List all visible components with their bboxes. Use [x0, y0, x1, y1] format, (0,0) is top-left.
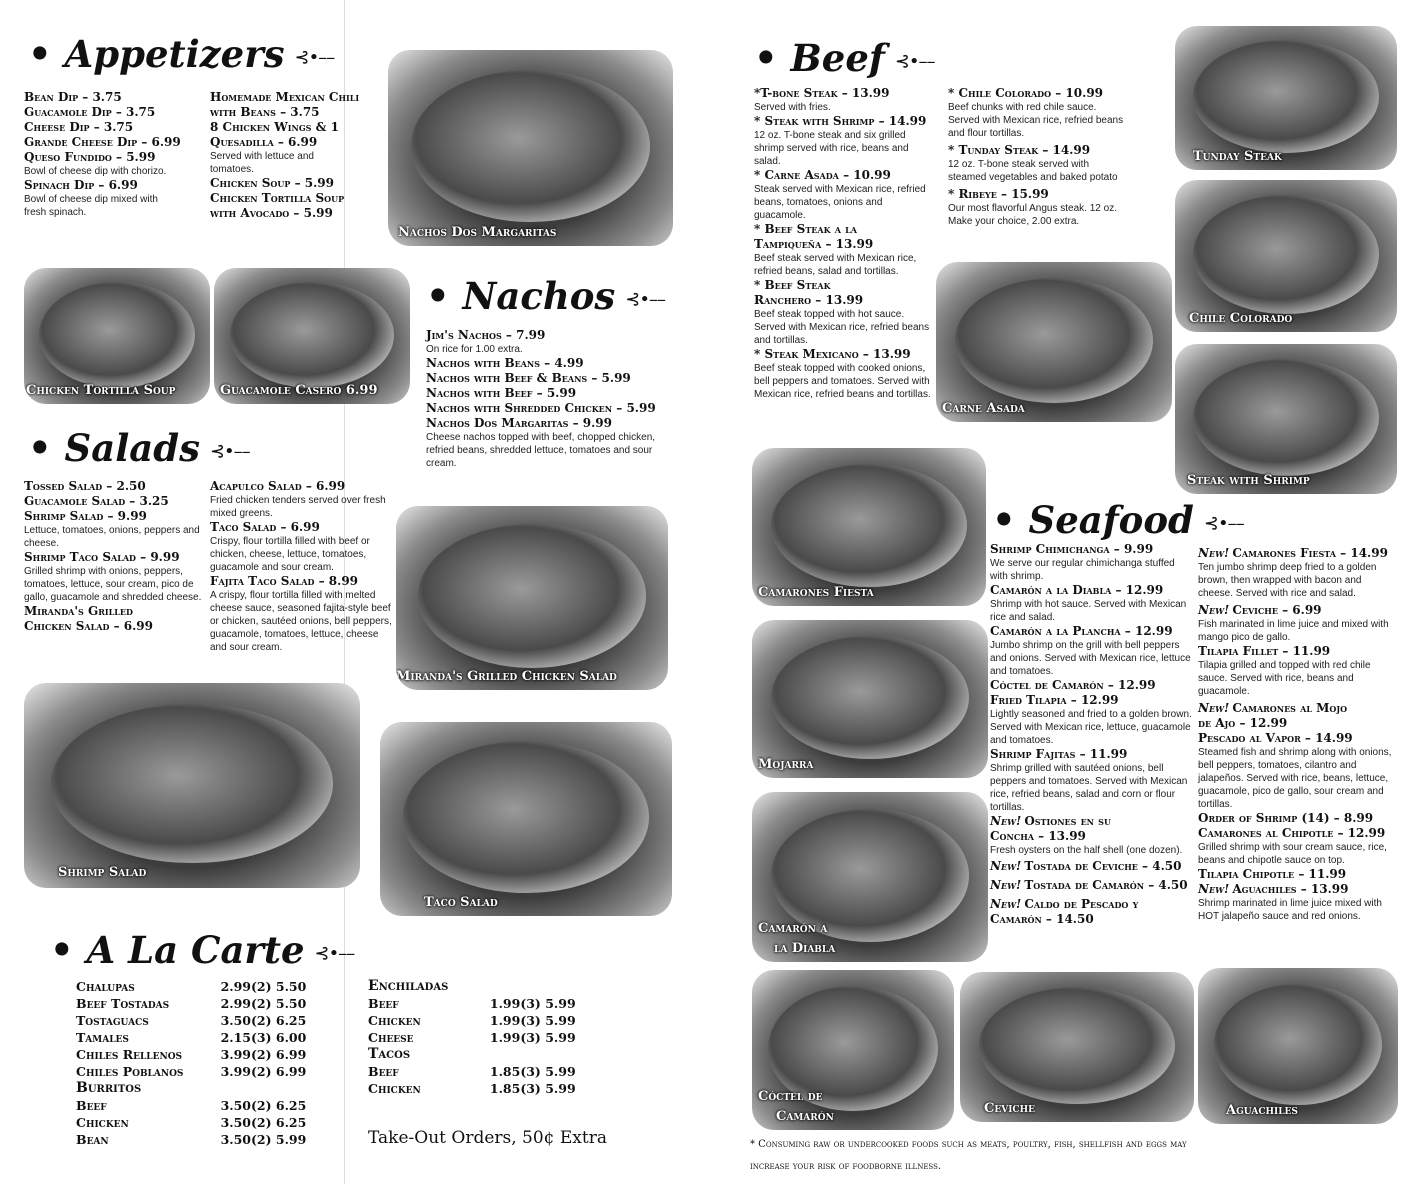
menu-item: Spinach Dip – 6.99	[24, 178, 138, 192]
photo-caption: la Diabla	[774, 941, 836, 956]
menu-item: Shrimp Fajitas – 11.99	[990, 747, 1128, 761]
salads-col1	[24, 479, 206, 634]
menu-item-name: Tostada de Camarón – 4.50	[1024, 878, 1188, 892]
salads-title	[28, 426, 250, 470]
table-row	[368, 1080, 620, 1097]
menu-item-desc: We serve our regular chimichanga stuffed with shrimp.	[990, 558, 1175, 582]
menu-item: Queso Fundido – 5.99	[24, 150, 156, 164]
carte-price: 2.99(2) 5.50	[220, 996, 307, 1011]
menu-item: * Beef Steak a la Tampiqueña – 13.99	[754, 222, 874, 251]
menu-item-name: Ceviche – 6.99	[1232, 603, 1322, 617]
photo-caption: Carne Asada	[942, 401, 1025, 416]
menu-item	[990, 897, 1150, 927]
carte-name: Chicken	[368, 1013, 421, 1028]
carte-price: 3.99(2) 6.99	[220, 1047, 307, 1062]
appetizers-title	[28, 32, 334, 76]
menu-item-desc: Fried chicken tenders served over fresh mixed greens.	[210, 495, 386, 519]
menu-item-desc: Cheese nachos topped with beef, chopped chicken, refried beans, shredded lettuce, tomatoes and sour cream.	[426, 432, 656, 469]
new-badge: New!	[1198, 603, 1230, 617]
menu-item-desc: Fresh oysters on the half shell (one dozen).	[990, 845, 1183, 856]
menu-item: Homemade Mexican Chili with Beans – 3.75	[210, 90, 360, 119]
menu-item: Taco Salad – 6.99	[210, 520, 320, 534]
menu-item: Fajita Taco Salad – 8.99	[210, 574, 359, 588]
menu-item: Shrimp Taco Salad – 9.99	[24, 550, 180, 564]
menu-item: Chicken Tortilla Soup with Avocado – 5.99	[210, 191, 345, 220]
menu-item: Order of Shrimp (14) – 8.99	[1198, 811, 1374, 825]
table-row	[76, 1097, 336, 1114]
appetizers-col1	[24, 90, 209, 219]
menu-item: Cheese Dip – 3.75	[24, 120, 134, 134]
photo-mojarra	[752, 620, 988, 778]
appetizers-title-text: • Appetizers	[28, 32, 285, 76]
menu-item: Nachos with Beans – 4.99	[426, 356, 584, 370]
table-row	[368, 978, 620, 995]
beef-col2	[948, 86, 1128, 228]
nachos-title	[426, 274, 665, 318]
menu-item-desc: On rice for 1.00 extra.	[426, 344, 523, 355]
menu-item	[1198, 882, 1398, 897]
menu-item: Chicken Soup – 5.99	[210, 176, 334, 190]
photo-caption: Shrimp Salad	[58, 865, 147, 880]
seafood-title-text: • Seafood	[992, 498, 1194, 542]
table-row	[368, 1063, 620, 1080]
photo-caption: Camarón a	[758, 921, 828, 936]
menu-item-desc: Beef chunks with red chile sauce. Served with Mexican rice, refried beans and flour tortillas.	[948, 102, 1124, 139]
carte-name: Beef	[368, 996, 399, 1011]
food-safety-footnote: * Consuming raw or undercooked foods such as meats, poultry, fish, shellfish and eggs may increase your risk of foodborne illness.	[750, 1139, 1187, 1172]
photo-caption: Guacamole Casero 6.99	[220, 383, 378, 398]
menu-item-desc: Beef steak topped with hot sauce. Served with Mexican rice, refried beans and tortillas.	[754, 309, 930, 346]
carte-group: Burritos	[76, 1080, 142, 1096]
menu-item: Pescado al Vapor – 14.99	[1198, 731, 1353, 745]
menu-item-desc: Grilled shrimp with sour cream sauce, rice, beans and chipotle sauce on top.	[1198, 842, 1387, 866]
menu-item-desc: Jumbo shrimp on the grill with bell peppers and onions. Served with Mexican rice, lettuce and tomatoes.	[990, 640, 1191, 677]
photo-caption: Chicken Tortilla Soup	[26, 383, 176, 398]
photo-caption: Taco Salad	[424, 895, 498, 910]
carte-name: Tamales	[76, 1030, 129, 1045]
table-row	[368, 995, 620, 1012]
photo-caption: Aguachiles	[1226, 1103, 1298, 1118]
menu-item	[990, 859, 1192, 874]
new-badge: New!	[1198, 546, 1230, 560]
seafood-col2	[1198, 546, 1398, 923]
menu-item: Tossed Salad – 2.50	[24, 479, 146, 493]
menu-item: Fried Tilapia – 12.99	[990, 693, 1119, 707]
carte-price	[490, 978, 620, 995]
photo-tunday-steak	[1175, 26, 1397, 170]
menu-item-desc: Beef steak topped with cooked onions, bell peppers and tomatoes. Served with Mexican rice, refried beans and tortillas.	[754, 363, 931, 400]
seafood-title	[992, 498, 1244, 542]
ornament-icon: ⊰•––	[294, 47, 335, 68]
photo-guacamole-casero	[214, 268, 410, 404]
photo-mirandas-salad	[396, 506, 668, 690]
carte-price	[221, 1080, 336, 1097]
carte-name: Chicken	[76, 1115, 129, 1130]
photo-caption: Tunday Steak	[1193, 149, 1282, 164]
photo-caption: Chile Colorado	[1189, 311, 1293, 326]
menu-item	[990, 878, 1192, 893]
carte-price: 2.99(2) 5.50	[220, 979, 307, 994]
menu-item: Nachos with Beef – 5.99	[426, 386, 577, 400]
carte-price: 3.50(2) 6.25	[220, 1098, 307, 1113]
photo-caption: Mojarra	[758, 757, 814, 772]
menu-item-desc: Bowl of cheese dip with chorizo.	[24, 166, 167, 177]
carte-price: 1.99(3) 5.99	[489, 1013, 576, 1028]
a-la-carte-right	[368, 978, 620, 1097]
ornament-icon: ⊰•––	[209, 441, 250, 462]
menu-item	[1198, 701, 1348, 731]
carte-name: Cheese	[368, 1030, 414, 1045]
menu-item: Guacamole Salad – 3.25	[24, 494, 169, 508]
menu-item-name: Caldo de Pescado y Camarón – 14.50	[990, 897, 1139, 926]
menu-item-name: Ostiones en su Concha – 13.99	[990, 814, 1111, 843]
carte-price: 3.50(2) 6.25	[220, 1115, 307, 1130]
carte-price: 3.99(2) 6.99	[220, 1064, 307, 1079]
appetizers-col2	[210, 90, 360, 221]
photo-taco-salad	[380, 722, 672, 916]
photo-caption: Cóctel de	[758, 1089, 823, 1104]
photo-steak-with-shrimp	[1175, 344, 1397, 494]
menu-item-desc: Ten jumbo shrimp deep fried to a golden brown, then wrapped with bacon and cheese. Served with rice and salad.	[1198, 562, 1377, 599]
table-row	[76, 1012, 336, 1029]
carte-price: 2.15(3) 6.00	[220, 1030, 307, 1045]
carte-name: Tostaguacs	[76, 1013, 149, 1028]
menu-item: Acapulco Salad – 6.99	[210, 479, 346, 493]
menu-item-desc: Beef steak served with Mexican rice, refried beans, salad and tortillas.	[754, 253, 917, 277]
carte-price: 1.85(3) 5.99	[489, 1064, 576, 1079]
photo-camaron-diabla	[752, 792, 988, 962]
menu-item-desc: Tilapia grilled and topped with red chile sauce. Served with rice, beans and guacamole.	[1198, 660, 1371, 697]
table-row	[76, 1063, 336, 1080]
menu-item-desc: Steamed fish and shrimp along with onions, bell peppers, tomatoes, cilantro and jalapeños. Served with rice, beans, lettuce, guacamole, pico de gallo, sour cream and tortillas.	[1198, 747, 1392, 810]
new-badge: New!	[990, 814, 1022, 828]
photo-chicken-tortilla-soup	[24, 268, 210, 404]
new-badge: New!	[990, 878, 1022, 892]
menu-item: *T-bone Steak – 13.99	[754, 86, 890, 100]
carte-price: 1.99(3) 5.99	[489, 1030, 576, 1045]
carte-name: Chiles Poblanos	[76, 1064, 184, 1079]
menu-item: Nachos with Shredded Chicken – 5.99	[426, 401, 656, 415]
photo-coctel-de-camaron	[752, 970, 954, 1130]
salads-title-text: • Salads	[28, 426, 200, 470]
table-row	[76, 1114, 336, 1131]
table-row	[76, 1046, 336, 1063]
new-badge: New!	[1198, 882, 1230, 896]
seafood-col1	[990, 542, 1192, 927]
menu-item-desc: Our most flavorful Angus steak. 12 oz. Make your choice, 2.00 extra.	[948, 203, 1117, 227]
menu-item: 8 Chicken Wings & 1 Quesadilla – 6.99	[210, 120, 339, 149]
panel-gap	[716, 0, 748, 1184]
takeout-note: Take-Out Orders, 50¢ Extra	[368, 1128, 607, 1148]
menu-item: * Tunday Steak – 14.99	[948, 143, 1091, 157]
carte-name: Beef	[76, 1098, 107, 1113]
photo-camarones-fiesta	[752, 448, 986, 606]
menu-item: Tilapia Fillet – 11.99	[1198, 644, 1331, 658]
photo-caption: Camarones Fiesta	[758, 585, 874, 600]
carte-name: Beef Tostadas	[76, 996, 170, 1011]
menu-item-desc: Served with fries.	[754, 102, 831, 113]
menu-item: Camarón a la Diabla – 12.99	[990, 583, 1164, 597]
ornament-icon: ⊰•––	[1203, 513, 1244, 534]
menu-item: * Ribeye – 15.99	[948, 187, 1049, 201]
menu-item-desc: Lightly seasoned and fried to a golden brown. Served with Mexican rice, lettuce, guacamole and tomatoes.	[990, 709, 1192, 746]
menu-item-desc: Steak served with Mexican rice, refried beans, tomatoes, onions and guacamole.	[754, 184, 926, 221]
table-row	[76, 1029, 336, 1046]
menu-item: Camarones al Chipotle – 12.99	[1198, 826, 1386, 840]
menu-item: Shrimp Salad – 9.99	[24, 509, 147, 523]
table-row	[76, 978, 336, 995]
menu-item: * Carne Asada – 10.99	[754, 168, 891, 182]
menu-item-desc: Shrimp grilled with sautéed onions, bell peppers and tomatoes. Served with Mexican rice, refried beans, salad and corn or flour tortillas.	[990, 763, 1188, 813]
photo-caption: Steak with Shrimp	[1187, 473, 1310, 488]
menu-item-desc: A crispy, flour tortilla filled with melted cheese sauce, seasoned fajita-style beef or chicken, sautéed onions, bell peppers, guacamole, tomatoes, lettuce, cheese and sour cream.	[210, 590, 392, 653]
table-row	[368, 1029, 620, 1046]
menu-item: Shrimp Chimichanga – 9.99	[990, 542, 1154, 556]
menu-item	[990, 814, 1140, 844]
menu-item-desc: Fish marinated in lime juice and mixed with mango pico de gallo.	[1198, 619, 1389, 643]
a-la-carte-left	[76, 978, 336, 1148]
carte-group: Tacos	[368, 1046, 411, 1062]
menu-item-desc: Crispy, flour tortilla filled with beef or chicken, cheese, lettuce, tomatoes, guacamole and sour cream.	[210, 536, 370, 573]
menu-item-name: Camarones al Mojo de Ajo – 12.99	[1198, 701, 1348, 730]
new-badge: New!	[1198, 701, 1230, 715]
beef-title-text: • Beef	[754, 36, 885, 80]
ornament-icon: ⊰•––	[314, 943, 355, 964]
salads-col2	[210, 479, 392, 654]
carte-name: Chalupas	[76, 979, 135, 994]
menu-item: Camarón a la Plancha – 12.99	[990, 624, 1173, 638]
menu-item: Cóctel de Camarón – 12.99	[990, 678, 1156, 692]
menu-item: * Steak Mexicano – 13.99	[754, 347, 911, 361]
menu-item: Bean Dip – 3.75	[24, 90, 122, 104]
menu-item: Guacamole Dip – 3.75	[24, 105, 156, 119]
menu-item: Tilapia Chipotle – 11.99	[1198, 867, 1347, 881]
menu-item-desc: Lettuce, tomatoes, onions, peppers and cheese.	[24, 525, 200, 549]
table-row	[76, 995, 336, 1012]
menu-item-name: Aguachiles – 13.99	[1232, 882, 1349, 896]
new-badge: New!	[990, 897, 1022, 911]
beef-col1	[754, 86, 934, 401]
photo-shrimp-salad	[24, 683, 360, 888]
table-row	[368, 1012, 620, 1029]
carte-name: Bean	[76, 1132, 109, 1147]
menu-item-desc: Shrimp marinated in lime juice mixed with HOT jalapeño sauce and red onions.	[1198, 898, 1382, 922]
menu-item-name: Tostada de Ceviche – 4.50	[1024, 859, 1182, 873]
carte-name: Beef	[368, 1064, 399, 1079]
menu-item: Miranda's Grilled Chicken Salad – 6.99	[24, 604, 153, 633]
menu-item-desc: 12 oz. T-bone steak served with steamed vegetables and baked potato	[948, 159, 1118, 183]
nachos-title-text: • Nachos	[426, 274, 616, 318]
table-row	[368, 1046, 620, 1063]
new-badge: New!	[990, 859, 1022, 873]
photo-caption: Ceviche	[984, 1101, 1035, 1116]
photo-carne-asada	[936, 262, 1172, 422]
carte-price: 3.50(2) 5.99	[220, 1132, 307, 1147]
a-la-carte-title	[50, 928, 354, 972]
menu-item: Jim's Nachos – 7.99	[426, 328, 546, 342]
ornament-icon: ⊰•––	[625, 289, 665, 310]
table-row	[76, 1131, 336, 1148]
photo-aguachiles	[1198, 968, 1398, 1124]
carte-price: 1.99(3) 5.99	[489, 996, 576, 1011]
beef-title	[754, 36, 935, 80]
menu-item: Nachos Dos Margaritas – 9.99	[426, 416, 613, 430]
photo-caption: Miranda's Grilled Chicken Salad	[396, 669, 617, 684]
carte-name: Chiles Rellenos	[76, 1047, 183, 1062]
menu-item-desc: Shrimp with hot sauce. Served with Mexican rice and salad.	[990, 599, 1187, 623]
photo-chile-colorado	[1175, 180, 1397, 332]
menu-item: Nachos with Beef & Beans – 5.99	[426, 371, 631, 385]
photo-caption: Camarón	[776, 1109, 834, 1124]
carte-price: 3.50(2) 6.25	[220, 1013, 307, 1028]
photo-nachos-dos-margaritas	[388, 50, 673, 246]
carte-price: 1.85(3) 5.99	[489, 1081, 576, 1096]
menu-item: Grande Cheese Dip – 6.99	[24, 135, 181, 149]
menu-item: * Steak with Shrimp – 14.99	[754, 114, 927, 128]
menu-item-desc: Bowl of cheese dip mixed with fresh spinach.	[24, 194, 158, 218]
menu-item-name: Camarones Fiesta – 14.99	[1232, 546, 1388, 560]
table-row	[76, 1080, 336, 1097]
menu-item-desc: Served with lettuce and tomatoes.	[210, 151, 314, 175]
menu-item	[1198, 603, 1398, 618]
menu-item: * Chile Colorado – 10.99	[948, 86, 1104, 100]
menu-item-desc: Grilled shrimp with onions, peppers, tomatoes, lettuce, sour cream, pico de gallo, guacamole and shredded cheese.	[24, 566, 202, 603]
menu-item	[1198, 546, 1398, 561]
carte-price	[490, 1046, 620, 1063]
photo-ceviche	[960, 972, 1194, 1122]
a-la-carte-title-text: • A La Carte	[50, 928, 305, 972]
carte-group: Enchiladas	[368, 978, 449, 994]
menu-item-desc: 12 oz. T-bone steak and six grilled shrimp served with rice, beans and salad.	[754, 130, 909, 167]
carte-name: Chicken	[368, 1081, 421, 1096]
ornament-icon: ⊰•––	[894, 51, 935, 72]
nachos-list	[426, 328, 676, 470]
menu-item: * Beef Steak Ranchero – 13.99	[754, 278, 864, 307]
photo-caption: Nachos Dos Margaritas	[398, 225, 557, 240]
